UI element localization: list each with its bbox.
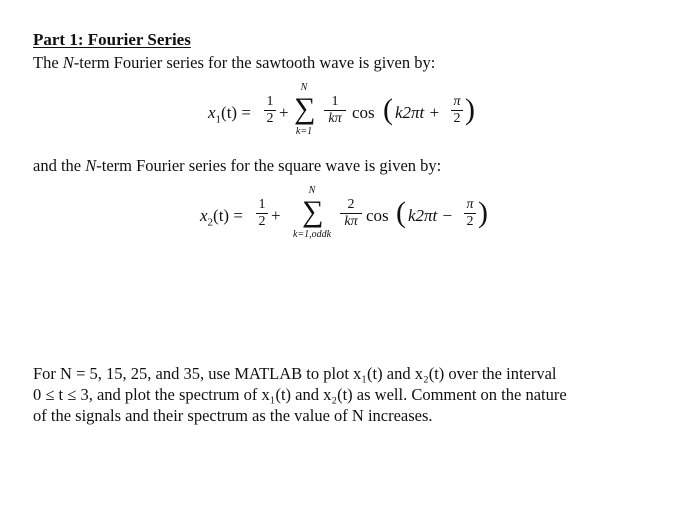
eq1-sum-upper-limit: N: [300, 82, 308, 93]
task-paragraph: [33, 363, 567, 426]
eq2-inner-argument: k2πt −: [408, 206, 454, 225]
square-intro-text: and the N-term Fourier series for the square wave is given by:: [33, 156, 442, 175]
sawtooth-series-equation: [208, 82, 478, 144]
eq1-summation-sign: ∑: [294, 92, 316, 125]
eq2-phase-fraction: π 2: [464, 197, 476, 230]
eq1-inner-argument: k2πt +: [395, 103, 441, 122]
eq2-right-paren: ): [478, 196, 488, 229]
task-line-2: 0 ≤ t ≤ 3, and plot the spectrum of x₁(t) and x₂(t) as well. Comment on the nature: [33, 385, 567, 404]
sawtooth-intro-text: The N-term Fourier series for the sawtooth wave is given by:: [33, 53, 436, 72]
task-line-3: of the signals and their spectrum as the value of N increases.: [33, 406, 433, 425]
square-series-equation: [200, 185, 490, 247]
eq2-summation-sign: ∑: [302, 195, 324, 228]
eq2-cos: cos: [366, 206, 389, 225]
eq2-half-fraction: 1 2: [256, 197, 268, 230]
eq1-right-paren: ): [465, 93, 475, 126]
eq1-sum-lower-limit: k=1: [295, 126, 313, 137]
eq1-phase-fraction: π 2: [451, 94, 463, 127]
eq2-plus: +: [271, 206, 281, 225]
eq2-sum-upper-limit: N: [308, 185, 316, 196]
eq1-cos: cos: [352, 103, 375, 122]
eq2-sum-lower-limit: k=1,oddk: [292, 229, 332, 240]
eq1-lhs: $x_1(t)$ =: [208, 103, 251, 126]
eq1-half-fraction: 1 2: [264, 94, 276, 127]
eq1-coefficient-fraction: 1 kπ: [324, 94, 346, 127]
eq2-left-paren: (: [396, 196, 406, 229]
task-line-1: For N = 5, 15, 25, and 35, use MATLAB to plot x₁(t) and x₂(t) over the interval: [33, 364, 557, 383]
eq1-left-paren: (: [383, 93, 393, 126]
eq1-plus: +: [279, 103, 289, 122]
section-heading: Part 1: Fourier Series: [33, 30, 191, 49]
eq2-coefficient-fraction: 2 kπ: [340, 197, 362, 230]
eq2-lhs: $x_2(t)$ =: [200, 206, 243, 229]
